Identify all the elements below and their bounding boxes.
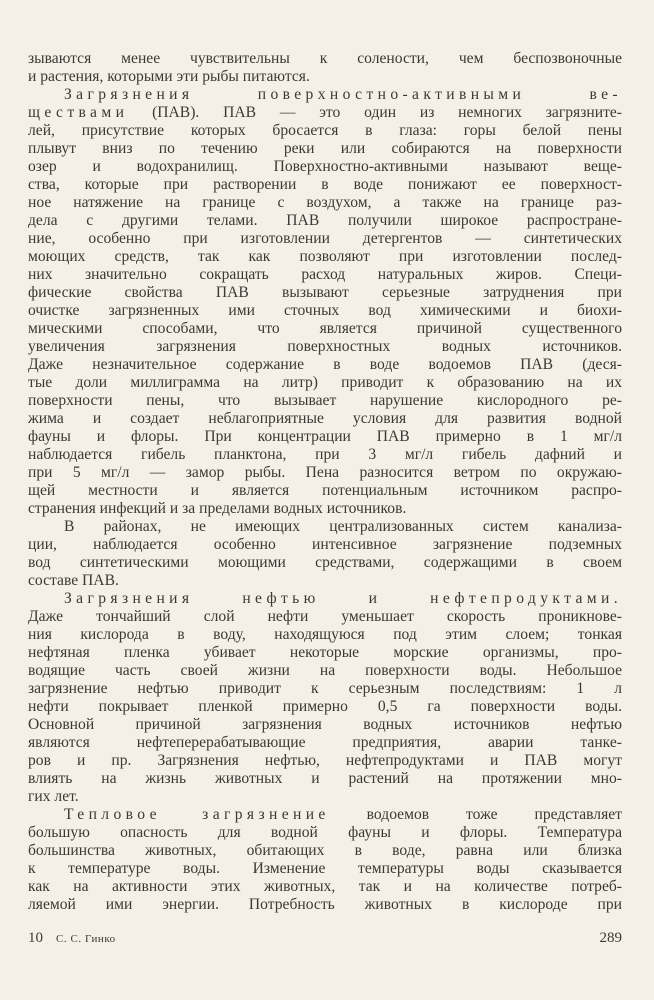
text-line: поверхности пены, что вызывает нарушение кислородного ре- bbox=[28, 392, 622, 409]
text-line: тые доли миллиграмма на литр) приводит к образованию на их bbox=[28, 374, 622, 391]
text-line: моющих средств, так как позволяют при изготовлении послед- bbox=[28, 248, 622, 265]
text-line: загрязнение нефтью приводит к серьезным последствиям: 1 л bbox=[28, 680, 622, 697]
line-text: (ПАВ). ПАВ — это один из немногих загрязните- bbox=[128, 104, 622, 121]
text-line: щей местности и является потенциальным источником распро- bbox=[28, 482, 622, 499]
text-line: ства, которые при растворении в воде понижают ее поверхност- bbox=[28, 176, 622, 193]
text-line: наблюдается гибель планктона, при 3 мг/л гибель дафний и bbox=[28, 446, 622, 463]
text-line: Даже незначительное содержание в воде водоемов ПАВ (деся- bbox=[28, 356, 622, 373]
text-line: ров и пр. Загрязнения нефтью, нефтепродуктами и ПАВ могут bbox=[28, 752, 622, 769]
spaced-heading-text: Тепловое загрязнение bbox=[64, 806, 330, 823]
line-text: водоемов тоже представляет bbox=[329, 806, 622, 823]
paragraph bbox=[28, 86, 622, 518]
text-line: фические свойства ПАВ вызывают серьезные затруднения при bbox=[28, 284, 622, 301]
text-line: мическими способами, что является причиной существенного bbox=[28, 320, 622, 337]
text-line: Основной причиной загрязнения водных источников нефтью bbox=[28, 716, 622, 733]
spaced-heading-text: Загрязнения поверхностно-активными ве- bbox=[64, 86, 622, 103]
text-line: странения инфекций и за пределами водных источников. bbox=[28, 500, 407, 517]
text-line: увеличения загрязнения поверхностных водных источников. bbox=[28, 338, 622, 355]
text-line: ние, особенно при изготовлении детергентов — синтетических bbox=[28, 230, 622, 247]
text-line: В районах, не имеющих централизованных систем канализа- bbox=[64, 518, 622, 535]
text-line: них значительно сокращать расход натуральных жиров. Специ- bbox=[28, 266, 622, 283]
spaced-heading-text: Загрязнения нефтью и нефтепродуктами. bbox=[64, 590, 622, 607]
text-line: фауны и флоры. При концентрации ПАВ примерно в 1 мг/л bbox=[28, 428, 622, 445]
text-line: лей, присутствие которых бросается в глаза: горы белой пены bbox=[28, 122, 622, 139]
text-line: являются нефтеперерабатывающие предприятия, аварии танке- bbox=[28, 734, 622, 751]
text-line bbox=[28, 86, 622, 104]
text-line: дела с другими телами. ПАВ получили широкое распростране- bbox=[28, 212, 622, 229]
text-line bbox=[28, 104, 622, 122]
paragraph bbox=[28, 806, 622, 914]
text-line bbox=[28, 806, 622, 824]
text-line: нефтяная пленка убивает некоторые морские организмы, про- bbox=[28, 644, 622, 661]
footer-author: С. С. Гинко bbox=[56, 933, 116, 945]
signature-mark: 10 bbox=[28, 930, 43, 946]
text-line: влиять на жизнь животных и растений на протяжении мно- bbox=[28, 770, 622, 787]
text-line: зываются менее чувствительны к солености, чем беспозвоночные bbox=[28, 50, 622, 67]
paragraph bbox=[28, 518, 622, 590]
text-line: озер и водохранилищ. Поверхностно-активными называют веще- bbox=[28, 158, 622, 175]
page-footer bbox=[28, 930, 622, 950]
text-line: и растения, которыми эти рыбы питаются. bbox=[28, 68, 310, 85]
text-line: ляемой ими энергии. Потребность животных в кислороде при bbox=[28, 896, 622, 913]
text-line: Даже тончайший слой нефти уменьшает скорость проникнове- bbox=[28, 608, 622, 625]
text-line: ции, наблюдается особенно интенсивное загрязнение подземных bbox=[28, 536, 622, 553]
text-line: ния кислорода в воду, находящуюся под этим слоем; тонкая bbox=[28, 626, 622, 643]
text-line: нефти покрывает пленкой примерно 0,5 га поверхности воды. bbox=[28, 698, 622, 715]
text-line: к температуре воды. Изменение температуры воды сказывается bbox=[28, 860, 622, 877]
text-line: при 5 мг/л — замор рыбы. Пена разносится ветром по окружаю- bbox=[28, 464, 622, 481]
text-line: очистке загрязненных ими сточных вод химическими и биохи- bbox=[28, 302, 622, 319]
spaced-heading-text: ществами bbox=[28, 104, 129, 121]
text-line: водящие часть своей жизни на поверхности воды. Небольшое bbox=[28, 662, 622, 679]
page-body-text bbox=[28, 50, 622, 914]
paragraph bbox=[28, 590, 622, 806]
text-line: вод синтетическими моющими средствами, содержащими в своем bbox=[28, 554, 622, 571]
page-number: 289 bbox=[599, 930, 622, 946]
text-line: большинства животных, обитающих в воде, равна или близка bbox=[28, 842, 622, 859]
text-line: как на активности этих животных, так и на количестве потреб- bbox=[28, 878, 622, 895]
text-line: плывут вниз по течению реки или собираются на поверхности bbox=[28, 140, 622, 157]
text-line: составе ПАВ. bbox=[28, 572, 119, 589]
paragraph bbox=[28, 50, 622, 86]
text-line: ное натяжение на границе с воздухом, а также на границе раз- bbox=[28, 194, 622, 211]
text-line: жима и создает неблагоприятные условия для развития водной bbox=[28, 410, 622, 427]
text-line: гих лет. bbox=[28, 788, 79, 805]
text-line bbox=[28, 590, 622, 608]
text-line: большую опасность для водной фауны и флоры. Температура bbox=[28, 824, 622, 841]
